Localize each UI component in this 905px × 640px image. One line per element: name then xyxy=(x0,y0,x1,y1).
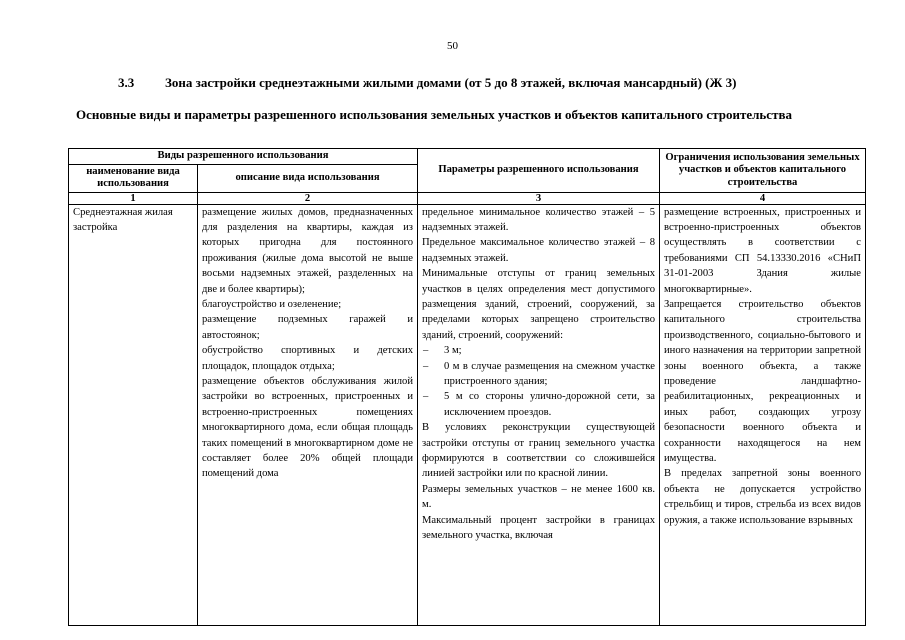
table-caption: Основные виды и параметры разрешенного использования земельных участков и объектов капитального строительства xyxy=(76,107,792,122)
list-item: – 5 м со стороны улично-дорожной сети, за исключением проездов. xyxy=(422,389,655,420)
column-number-1: 1 xyxy=(69,192,198,204)
description-paragraph: благоустройство и озеленение; xyxy=(202,298,342,310)
parameter-paragraph: Предельное максимальное количество этажей – 8 надземных этажей. xyxy=(422,237,655,264)
header-restrictions: Ограничения использования земельных участков и объектов капитального строительства xyxy=(660,149,866,193)
usage-description-cell xyxy=(198,204,418,625)
description-paragraph: размещение подземных гаражей и автостоянок; xyxy=(202,314,413,341)
regulations-table xyxy=(68,148,866,626)
restriction-paragraph: В пределах запретной зоны военного объекта не допускается устройство стрельбищ и тиров, стрельба из всех видов оружия, а также использование взрывных xyxy=(664,468,861,526)
list-item: – 0 м в случае размещения на смежном участке пристроенного здания; xyxy=(422,359,655,390)
section-heading xyxy=(118,75,736,91)
table-row xyxy=(69,204,866,625)
header-parameters: Параметры разрешенного использования xyxy=(418,149,660,193)
parameters-cell xyxy=(418,204,660,625)
column-number-4: 4 xyxy=(660,192,866,204)
section-number: 3.3 xyxy=(118,75,135,90)
description-paragraph: обустройство спортивных и детских площадок, площадок отдыха; xyxy=(202,345,413,372)
parameter-paragraph: Минимальные отступы от границ земельных участков в целях определения мест допустимого размещения зданий, строений, сооружений, за пределами которых запрещено строительство зданий, строений, сооружений: xyxy=(422,268,655,341)
parameter-paragraph: Максимальный процент застройки в границах земельного участка, включая xyxy=(422,514,655,542)
list-item: – 3 м; xyxy=(422,343,655,358)
restrictions-cell xyxy=(660,204,866,625)
column-number-2: 2 xyxy=(198,192,418,204)
header-usage-types: Виды разрешенного использования xyxy=(69,149,418,165)
description-paragraph: размещение жилых домов, предназначенных для разделения на квартиры, каждая из которых пригодна для постоянного проживания (жилые дома высотой не выше восьми надземных этажей, разделенных на две и более квартиры); xyxy=(202,206,413,295)
header-usage-description: описание вида использования xyxy=(198,164,418,192)
page-number: 50 xyxy=(447,40,458,52)
usage-name: Среднеэтажная жилая застройка xyxy=(73,206,173,233)
parameter-paragraph: В условиях реконструкции существующей застройки отступы от границ земельного участка формируются в соответствии со сложившейся линией застройки или по красной линии. xyxy=(422,422,655,480)
parameter-paragraph: Размеры земельных участков – не менее 1600 кв. м. xyxy=(422,483,655,511)
section-title: Зона застройки среднеэтажными жилыми домами (от 5 до 8 этажей, включая мансардный) (Ж 3) xyxy=(165,75,737,90)
parameter-paragraph: предельное минимальное количество этажей – 5 надземных этажей. xyxy=(422,206,655,233)
header-row-1 xyxy=(69,149,866,165)
restriction-paragraph: размещение встроенных, пристроенных и встроенно-пристроенных объектов осуществлять в соответствии с требованиями СП 54.13330.2016 «СНиП 31-01-2003 Здания жилые многоквартирные». xyxy=(664,206,861,295)
setback-list xyxy=(422,343,655,420)
description-paragraph: размещение объектов обслуживания жилой застройки во встроенных, пристроенных и встроенно-пристроенных помещениях многоквартирного дома, если общая площадь таких помещений в многоквартирном доме не составляет более 20% общей площади помещений дома xyxy=(202,375,413,480)
header-usage-name: наименование вида использования xyxy=(69,164,198,192)
column-number-row xyxy=(69,192,866,204)
column-number-3: 3 xyxy=(418,192,660,204)
usage-name-cell xyxy=(69,204,198,625)
restriction-paragraph: Запрещается строительство объектов капитального строительства производственного, социально-бытового и иного назначения на территории запретной зоны военного объекта, а также проведение ландшафтно-реабилитационных, рекреационных и иных работ, создающих угрозу безопасности военного объекта и сохранности находящегося на нем имущества. xyxy=(664,298,861,464)
